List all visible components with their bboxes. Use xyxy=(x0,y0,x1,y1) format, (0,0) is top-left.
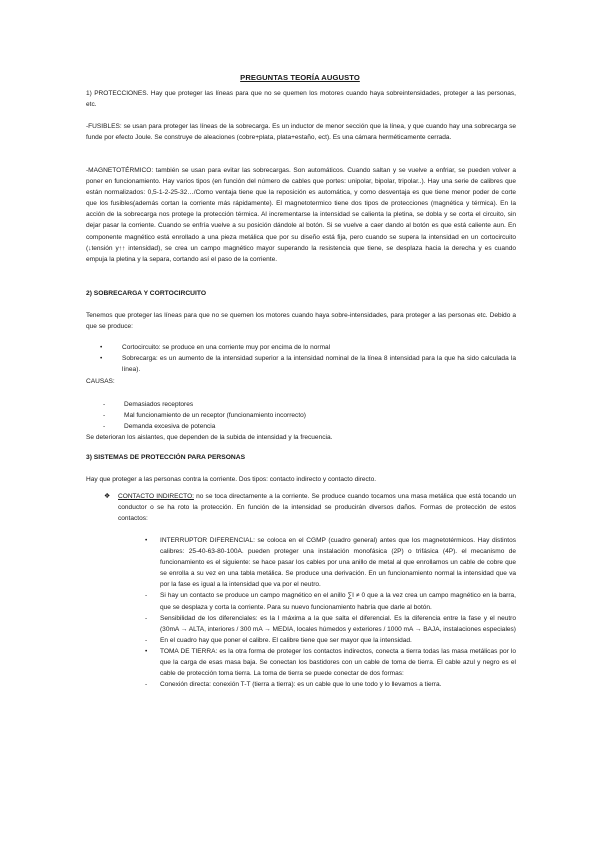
list-item: • INTERRUPTOR DIFERENCIAL: se coloca en el CGMP (cuadro general) antes que los magnetotérmicos. Hay distintos calibres: 25-40-63-80-100A. pueden proteger una instalación monofásica (2P) o trifásica (4P). el mecanismo de funcionamiento es el siguiente: se hace pasar los cables por una anillo de metal al que enrollamos un cable de cobre que se enrolla a su vez en una tabla metálica. Se produce una derivación. En un funcionamiento normal la intensidad que va por la fase es igual a la intensidad que va por el neutro. xyxy=(145,537,516,589)
section-3-intro: Hay que proteger a las personas contra la corriente. Dos tipos: contacto indirecto y contacto directo. xyxy=(86,476,377,483)
fusibles-paragraph: -FUSIBLES: se usan para proteger las líneas de la sobrecarga. Es un inductor de menor sección que la línea, y que cuando hay una sobrecarga se funde por efecto Joule. Se construye de aleaciones (cobre+plata, plata+estaño, ect). Es una cámara herméticamente cerrada. xyxy=(86,123,516,142)
section-2-intro: Tenemos que proteger las líneas para que no se quemen los motores cuando haya sobre-intensidades, para proteger a las personas etc. Debido a que se produce: xyxy=(86,312,516,331)
list-item: - Mal funcionamiento de un receptor (funcionamiento incorrecto) xyxy=(103,412,306,420)
section-3-heading: 3) SISTEMAS DE PROTECCIÓN PARA PERSONAS xyxy=(86,454,246,461)
protection-methods-list xyxy=(146,535,516,690)
list-item: • Sobrecarga: es un aumento de la intensidad superior a la intensidad nominal de la línea 8 intensidad para la que ha sido calculada la línea). xyxy=(100,355,516,374)
overload-bullet-list xyxy=(100,342,516,375)
list-item: - Demanda excesiva de potencia xyxy=(103,423,216,431)
section-2-closing: Se deterioran los aislantes, que dependen de la subida de intensidad y la frecuencia. xyxy=(86,434,333,441)
list-item: - Conexión directa: conexión T-T (tierra a tierra): es un cable que lo une todo y lo llevamos a tierra. xyxy=(145,681,442,689)
contacto-indirecto-label: CONTACTO INDIRECTO: xyxy=(118,493,194,500)
section-2-heading: 2) SOBRECARGA Y CORTOCIRCUITO xyxy=(86,290,207,297)
list-item: - Demasiados receptores xyxy=(103,401,194,408)
section-1-heading: 1) PROTECCIONES. xyxy=(86,90,149,97)
magnetotermico-paragraph: -MAGNETOTÉRMICO: también se usan para evitar las sobrecargas. Son automáticos. Cuando saltan y se vuelve a enfriar, se pueden volver a poner en funcionamiento. Hay varios tipos (en función del número de cables que portes: unipolar, bipolar, tripolar..). Hay una serie de calibres que están normalizados: 0,5-1-2-25-32…/Como ventaja tiene que la reposición es automática, y como desventaja es que tiene menor poder de corte que los fusibles(además cortan la corriente más rápidamente). El magnetotermico tiene dos tipos de protecciones (magnética y térmica). En la acción de la sobrecarga nos protege la protección térmica. Al incrementarse la intensidad se calienta la pletina, se dobla y se corta el circuito, sin dejar pasar la corriente. Cuando se enfría vuelve a su posición dándole al botón. Si se vuelve a caer dando al botón es que está caliente aun. En componente magnético está enrollado a una pieza metálica que por su diseño está fija, pero cuando se supera la intensidad en un cortocircuito (↓tensión y↑↑ intensidad), se crea un campo magnético mayor superando la resistencia que tiene, se desplaza hacia la derecha y es cuando empuja la pletina y la separa, cortando así el paso de la corriente. xyxy=(86,167,516,263)
list-item: - Sensibilidad de los diferenciales: es la I máxima a la que salta el diferencial. Es la diferencia entre la fase y el neutro (30mA → ALTA, interiores / 300 mA → MEDIA, locales húmedos y exteriores / 1000 mA → BAJA, instalaciones especiales) xyxy=(145,614,516,633)
contacto-indirecto-paragraph: ❖ CONTACTO INDIRECTO: no se toca directamente a la corriente. Se produce cuando tocamos una masa metálica que está tocando un conductor o se ha roto la protección. En función de la intensidad se producirán diversos daños. Formas de protección de estos contactos: xyxy=(104,493,516,523)
list-item: • Cortocircuito: se produce en una corriente muy por encima de lo normal xyxy=(100,344,331,351)
causes-list xyxy=(103,399,516,432)
list-item: - En el cuadro hay que poner el calibre. El calibre tiene que ser mayor que la intensidad. xyxy=(145,636,412,644)
list-item: - Si hay un contacto se produce un campo magnético en el anillo ∑I ≠ 0 que a la vez crea un campo magnético en la barra, que se desplaza y corta la corriente. Para su nuevo funcionamiento habría que darle al botón. xyxy=(145,592,516,611)
document-title: PREGUNTAS TEORÍA AUGUSTO xyxy=(240,73,360,82)
list-item: • TOMA DE TIERRA: es la otra forma de proteger los contactos indirectos, conecta a tierra todas las masa metálicas por lo que la carga de esas masa baja. Se conectan los bastidores con un cable de toma de tierra. El cable azul y negro es el cable de protección toma tierra. La toma de tierra se puede conectar de dos formas: xyxy=(145,647,516,678)
section-1-intro: 1) PROTECCIONES. Hay que proteger las líneas para que no se quemen los motores cuando haya sobreintensidades, proteger a las personas, etc. xyxy=(86,90,516,109)
causes-label: CAUSAS: xyxy=(86,378,115,385)
diamond-bullet-icon: ❖ xyxy=(104,493,111,500)
